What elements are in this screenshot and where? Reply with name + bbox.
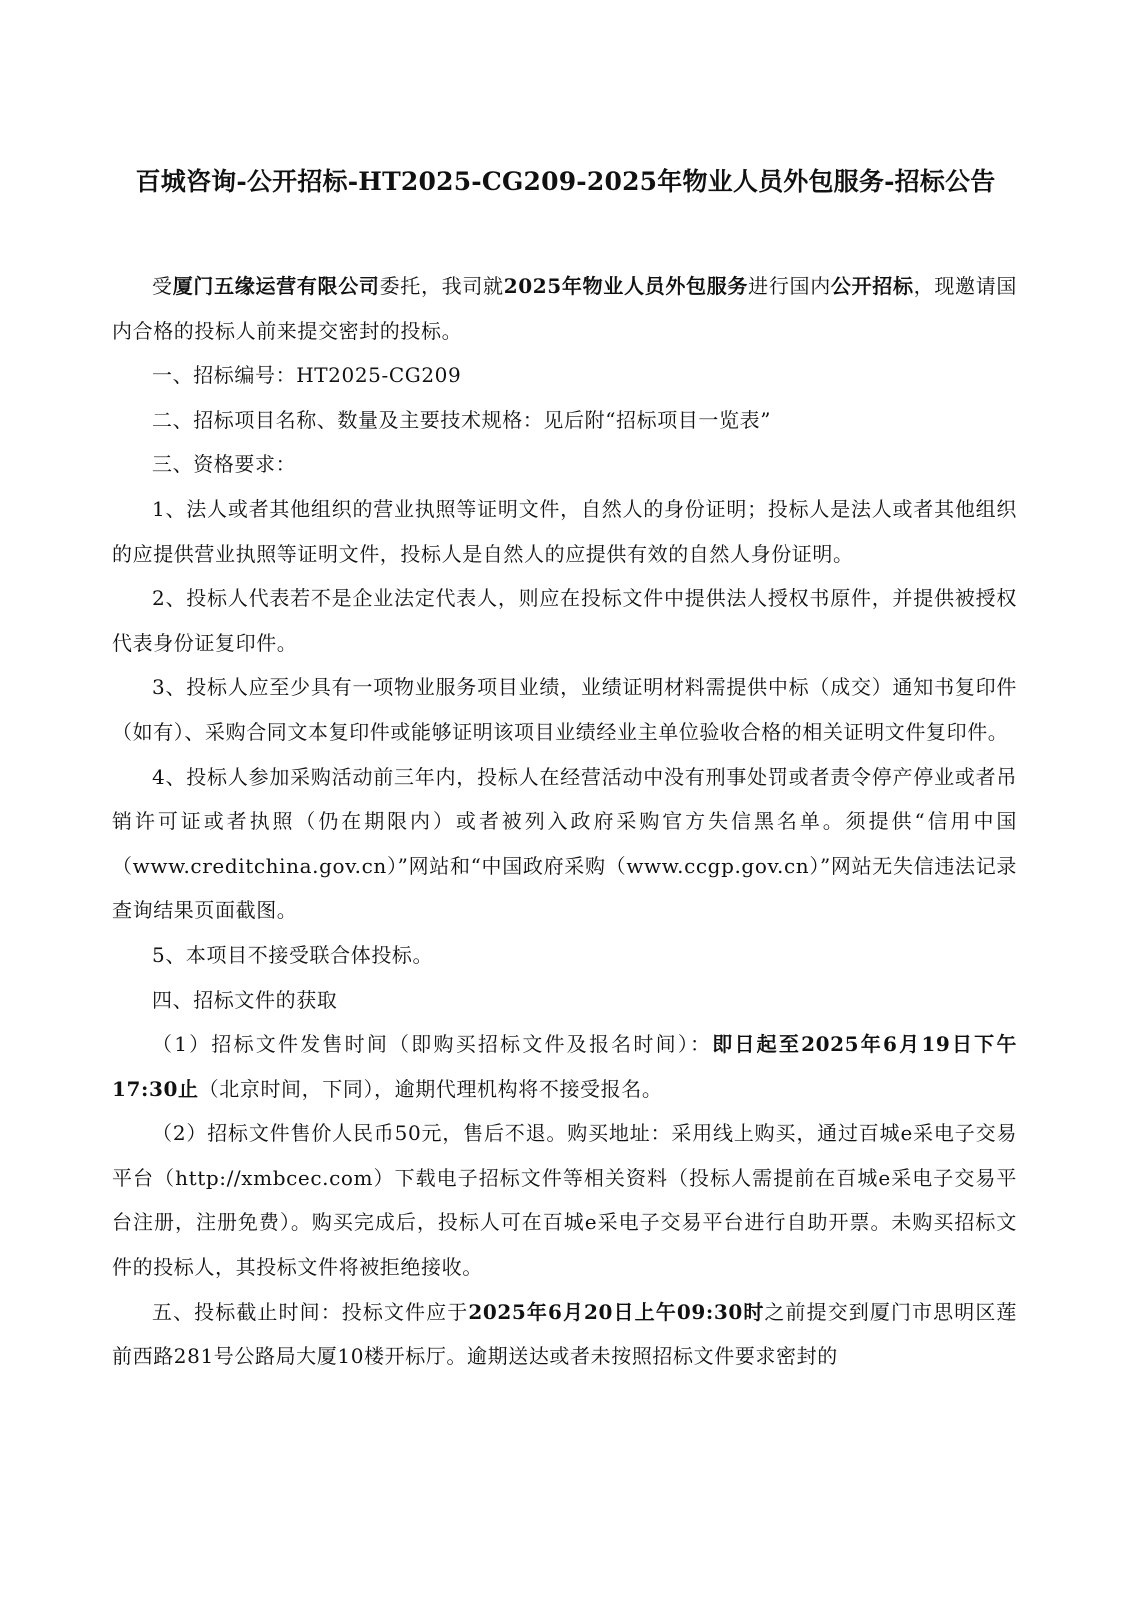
document-title: 百城咨询-公开招标-HT2025-CG209-2025年物业人员外包服务-招标公告 (135, 167, 996, 196)
purchase-info-paragraph: （2）招标文件售价人民币50元，售后不退。购买地址：采用线上购买，通过百城e采电子交易平台（http://xmbcec.com）下载电子招标文件等相关资料（投标人需提前在百城e采电子交易平台注册，注册免费）。购买完成后，投标人可在百城e采电子交易平台进行自助开票。未购买招标文件的投标人，其投标文件将被拒绝接收。 (112, 1121, 1017, 1280)
sale-period-text-1: （1）招标文件发售时间（即购买招标文件及报名时间）： (152, 1032, 713, 1057)
intro-text-3: 进行国内 (748, 274, 831, 298)
procurement-method: 公开招标 (830, 274, 914, 298)
qualification-heading: 三、资格要求： (152, 452, 297, 477)
document-body (112, 264, 1017, 1379)
qualification-item-1: 1、法人或者其他组织的营业执照等证明文件，自然人的身份证明；投标人是法人或者其他组织的应提供营业执照等证明文件，投标人是自然人的应提供有效的自然人身份证明。 (112, 496, 1017, 566)
deadline-text-2: 之前提交到厦门市思明区莲前西路281号公路局大厦10楼开标厅。逾期送达或者未按照招标文件要求密封的 (112, 1299, 1018, 1369)
deadline-text-1: 五、投标截止时间：投标文件应于 (152, 1299, 469, 1324)
client-name: 厦门五缘运营有限公司 (172, 274, 380, 298)
sale-period-text-2: （北京时间，下同），逾期代理机构将不接受报名。 (198, 1076, 663, 1101)
qualification-item-4: 4、投标人参加采购活动前三年内，投标人在经营活动中没有刑事处罚或者责令停产停业或者吊销许可证或者执照（仍在期限内）或者被列入政府采购官方失信黑名单。须提供“信用中国（www.creditchina.gov.cn）”网站和“中国政府采购（www.ccgp.gov.cn）”网站无失信违法记录查询结果页面截图。 (112, 764, 1017, 923)
project-name: 2025年物业人员外包服务 (503, 274, 749, 298)
sale-period-dates: 即日起至2025年6月19日下午17:30止 (112, 1032, 1017, 1101)
tender-number: 一、招标编号：HT2025-CG209 (152, 363, 462, 388)
intro-text-4: ，现邀请国内合格的投标人前来提交密封的投标。 (112, 274, 1018, 343)
sale-period-paragraph (112, 1022, 1017, 1111)
deadline-paragraph (112, 1290, 1017, 1379)
project-items-note: 二、招标项目名称、数量及主要技术规格：见后附“招标项目一览表” (152, 407, 772, 432)
qualification-item-3: 3、投标人应至少具有一项物业服务项目业绩，业绩证明材料需提供中标（成交）通知书复印件（如有）、采购合同文本复印件或能够证明该项目业绩经业主单位验收合格的相关证明文件复印件。 (112, 675, 1017, 744)
qualification-item-5: 5、本项目不接受联合体投标。 (152, 942, 434, 967)
intro-text-1: 受 (152, 274, 173, 298)
intro-paragraph (112, 264, 1017, 353)
qualification-item-2: 2、投标人代表若不是企业法定代表人，则应在投标文件中提供法人授权书原件，并提供被授权代表身份证复印件。 (112, 586, 1017, 655)
deadline-datetime: 2025年6月20日上午09:30时 (468, 1299, 765, 1324)
intro-text-2: 委托，我司就 (379, 274, 504, 298)
document-acquisition-heading: 四、招标文件的获取 (152, 987, 338, 1012)
